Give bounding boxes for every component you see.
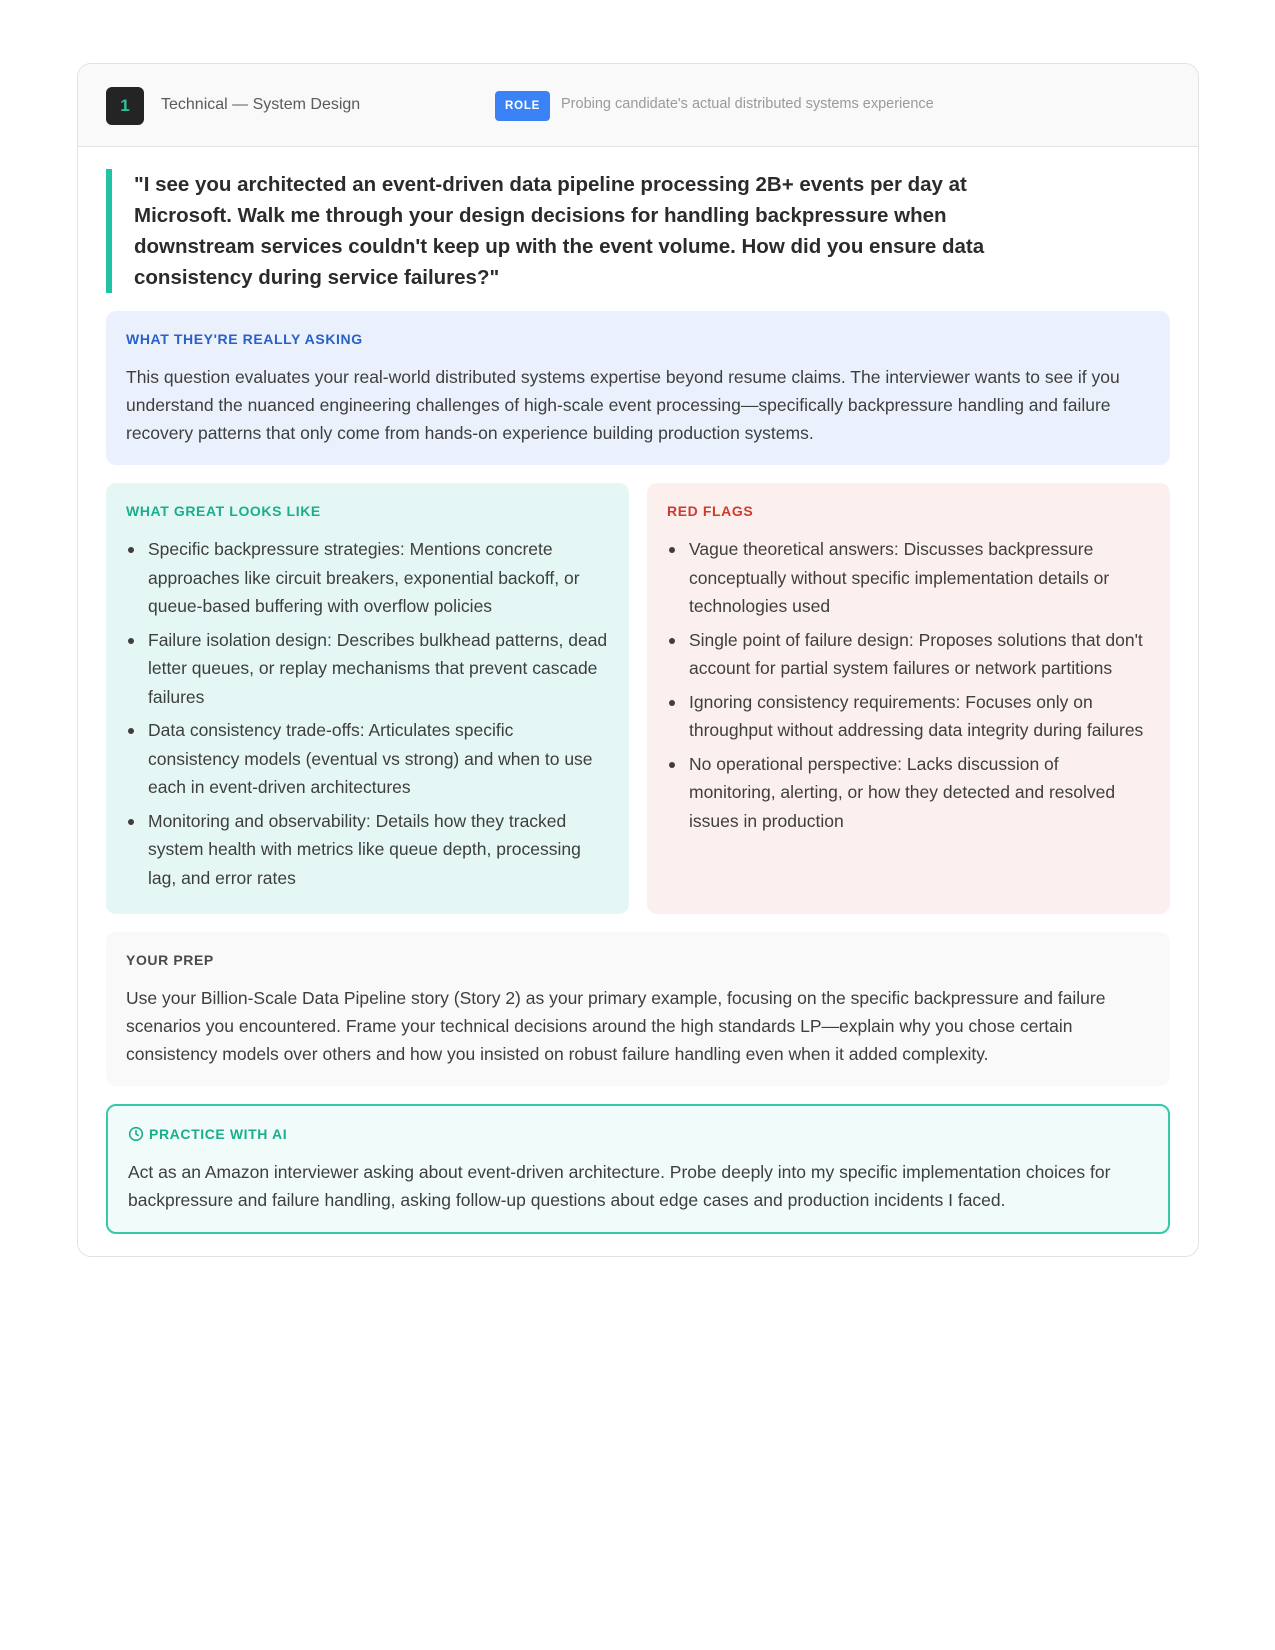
red-flag-item: Single point of failure design: Proposes solutions that don't account for partial system failures or network partitions <box>667 626 1150 683</box>
role-badge: ROLE <box>495 91 550 121</box>
red-flags-title: RED FLAGS <box>667 503 754 519</box>
prep-text: Use your Billion-Scale Data Pipeline story (Story 2) as your primary example, focusing on the specific backpressure and failure scenarios you encountered. Frame your technical decisions around the high standards LP—explain why you chose certain consistency models over others and how you insisted on robust failure handling even when it added complexity. <box>126 988 1106 1064</box>
practice-panel[interactable] <box>106 1104 1170 1234</box>
great-item: Data consistency trade-offs: Articulates specific consistency models (eventual vs strong) and when to use each in event-driven architectures <box>126 716 609 802</box>
red-flag-item: Ignoring consistency requirements: Focuses only on throughput without addressing data integrity during failures <box>667 688 1150 745</box>
great-item: Monitoring and observability: Details how they tracked system health with metrics like queue depth, processing lag, and error rates <box>126 807 609 893</box>
great-list <box>126 535 609 892</box>
red-flags-panel <box>647 483 1170 914</box>
prep-panel <box>106 932 1170 1086</box>
really-asking-title: WHAT THEY'RE REALLY ASKING <box>126 331 363 347</box>
comparison-columns <box>106 483 1170 914</box>
great-item: Specific backpressure strategies: Mentions concrete approaches like circuit breakers, exponential backoff, or queue-based buffering with overflow policies <box>126 535 609 621</box>
role-description: Probing candidate's actual distributed systems experience <box>561 96 934 112</box>
clock-icon <box>128 1126 144 1142</box>
practice-header <box>128 1126 1148 1142</box>
red-flag-item: No operational perspective: Lacks discussion of monitoring, alerting, or how they detected and resolved issues in production <box>667 750 1150 836</box>
great-panel <box>106 483 629 914</box>
really-asking-text: This question evaluates your real-world distributed systems expertise beyond resume claims. The interviewer wants to see if you understand the nuanced engineering challenges of high-scale event processing—specifically backpressure handling and failure recovery patterns that only come from hands-on experience building production systems. <box>126 367 1120 443</box>
card-header <box>78 64 1198 147</box>
really-asking-panel <box>106 311 1170 465</box>
great-item: Failure isolation design: Describes bulkhead patterns, dead letter queues, or replay mechanisms that prevent cascade failures <box>126 626 609 712</box>
question-category: Technical — System Design <box>161 96 361 113</box>
interview-question: "I see you architected an event-driven data pipeline processing 2B+ events per day at Microsoft. Walk me through your design decisions for handling backpressure when downstream services couldn't keep up with the event volume. How did you ensure data consistency during service failures?" <box>106 169 1170 293</box>
practice-title: PRACTICE WITH AI <box>149 1126 288 1142</box>
red-flag-item: Vague theoretical answers: Discusses backpressure conceptually without specific implementation details or technologies used <box>667 535 1150 621</box>
prep-title: YOUR PREP <box>126 952 214 968</box>
question-number: 1 <box>106 87 144 125</box>
question-card <box>77 63 1199 1257</box>
practice-prompt[interactable]: Act as an Amazon interviewer asking about event-driven architecture. Probe deeply into my specific implementation choices for backpressure and failure handling, asking follow-up questions about edge cases and production incidents I faced. <box>128 1162 1111 1210</box>
card-body <box>78 147 1198 1256</box>
red-flags-list <box>667 535 1150 835</box>
great-title: WHAT GREAT LOOKS LIKE <box>126 503 321 519</box>
